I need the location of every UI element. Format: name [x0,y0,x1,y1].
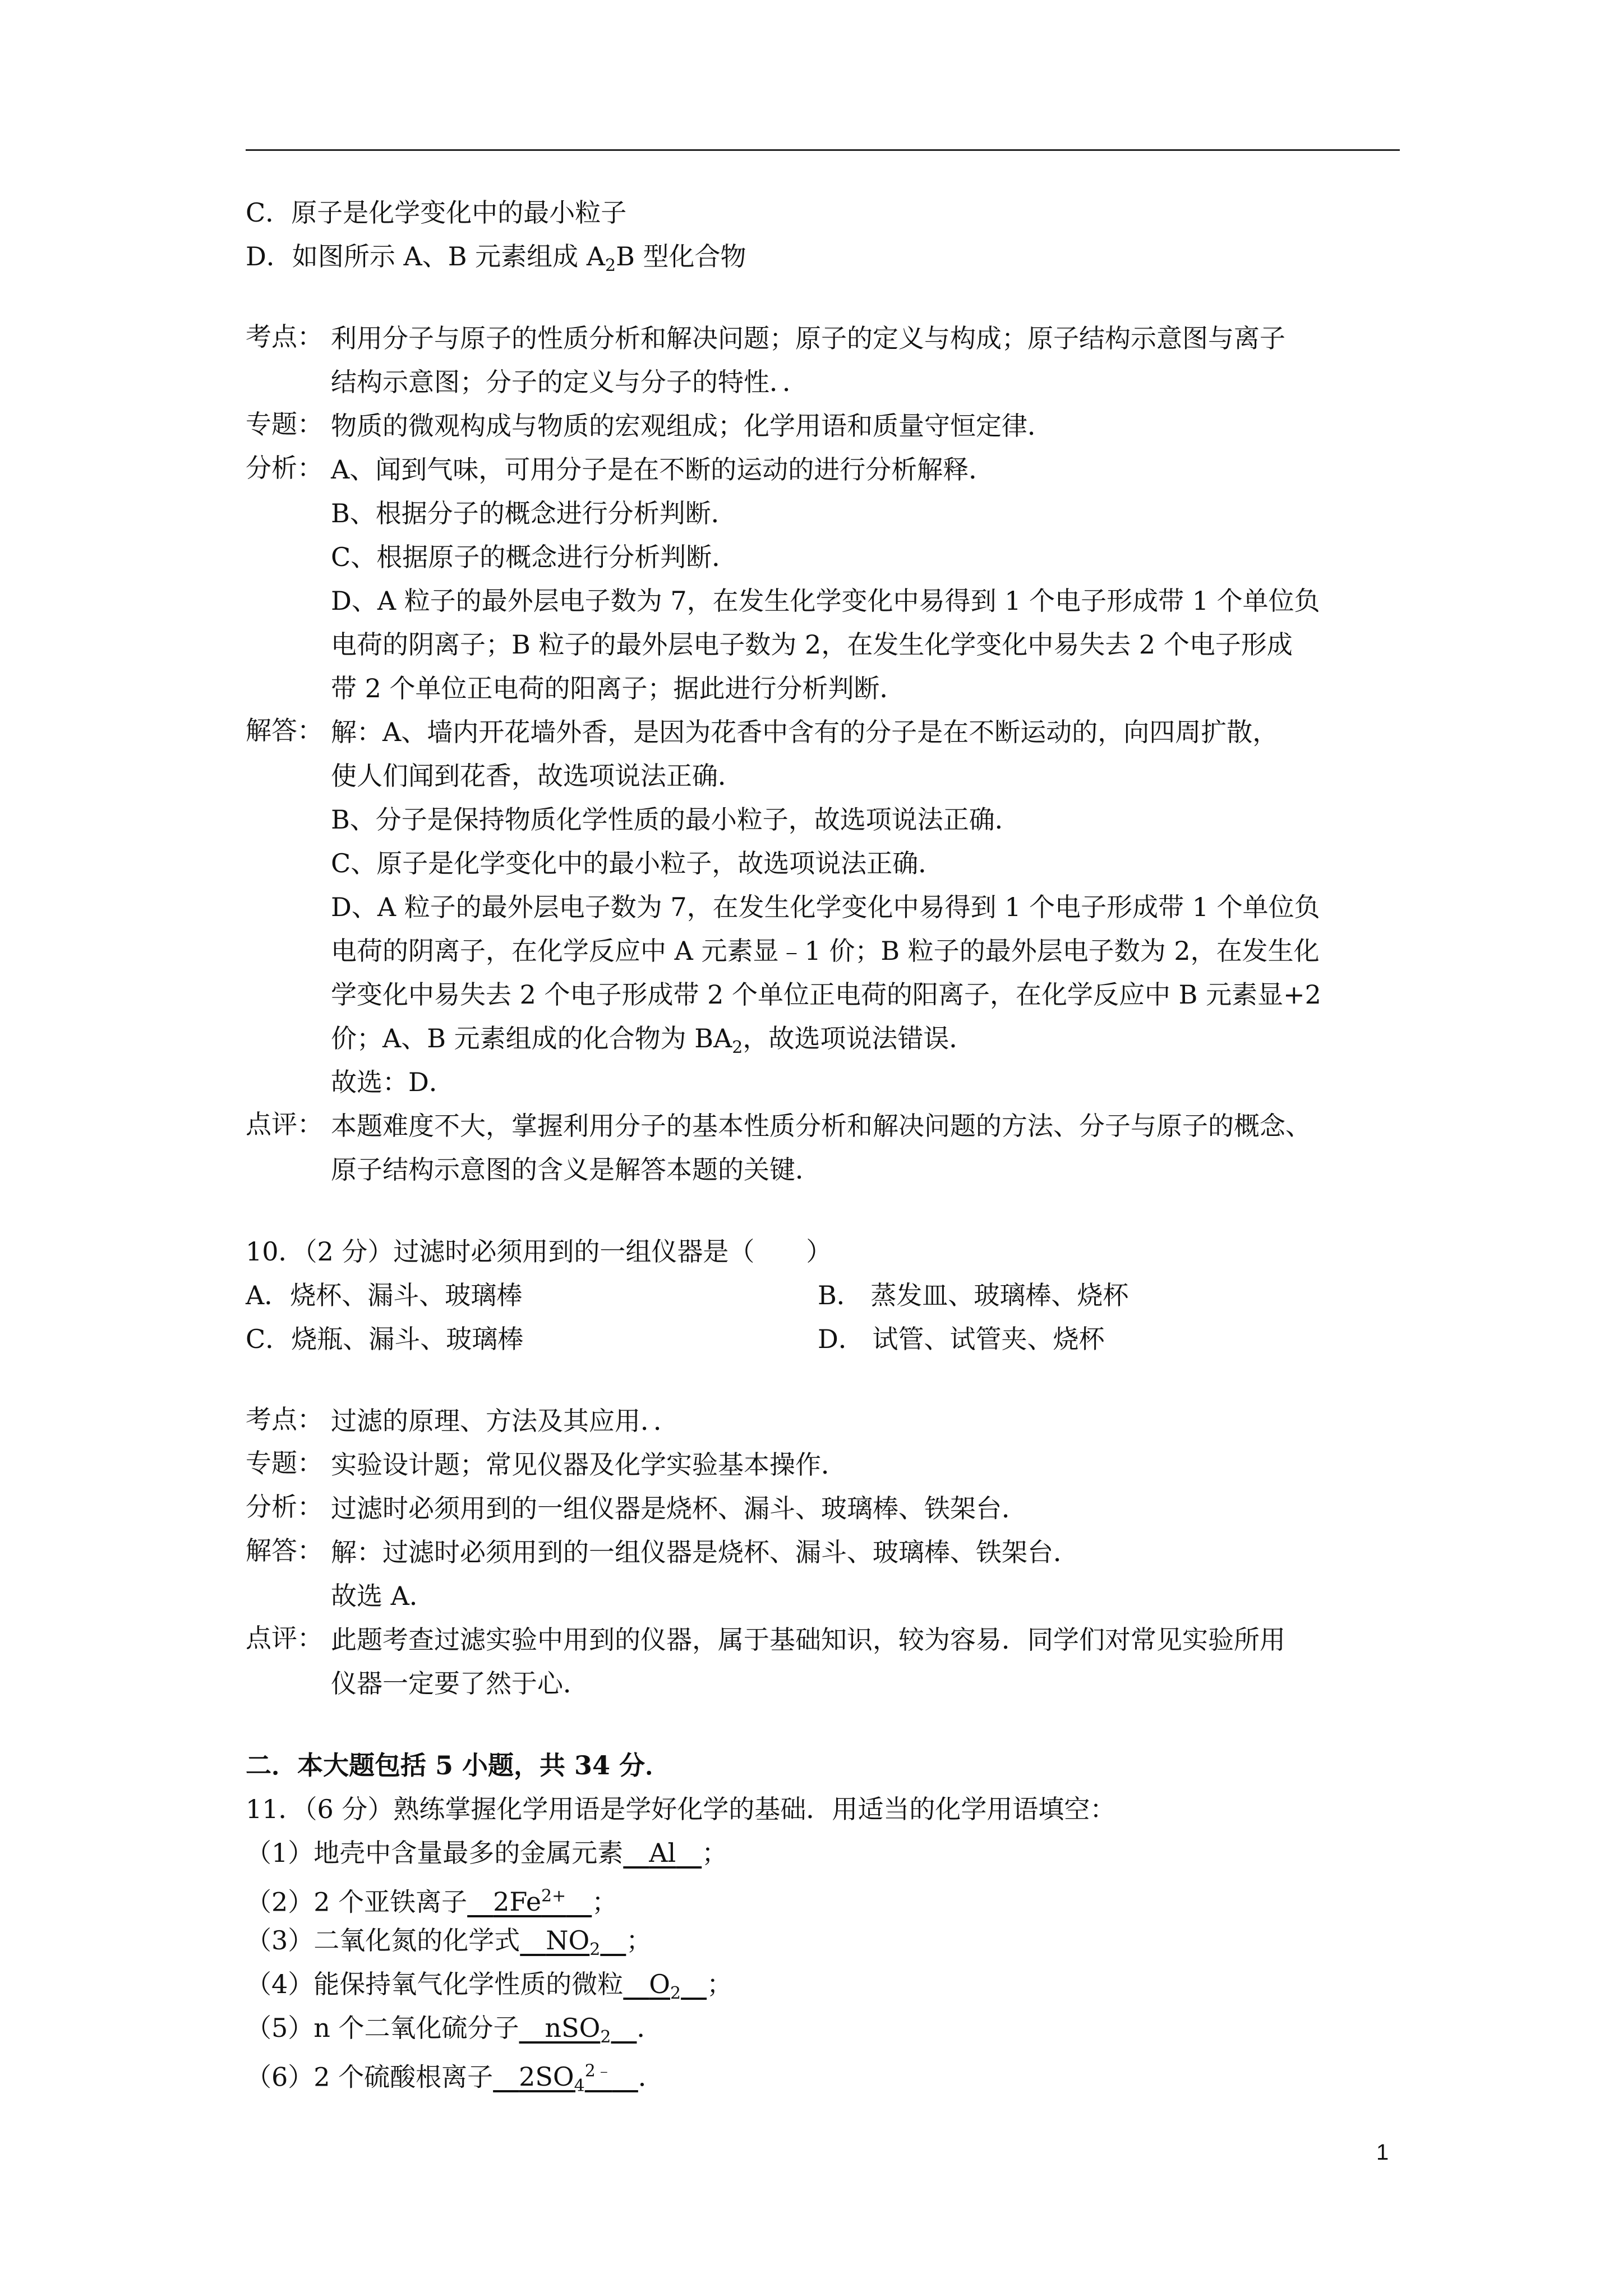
q10-kaodian [246,1399,1400,1443]
q10-fenxi [246,1487,1400,1530]
q11-answer-2: 2Fe [493,1887,542,1917]
q10-jieda [246,1530,1400,1618]
q10-fenxi-label: 分析： [246,1492,323,1522]
q10-kaodian-label: 考点： [246,1404,323,1434]
q9-option-c: C．原子是化学变化中的最小粒子 [246,197,627,228]
q9-kaodian-line: 利用分子与原子的性质分析和解决问题；原子的定义与构成；原子结构示意图与离子 [331,323,1285,353]
q10-fenxi-text: 过滤时必须用到的一组仪器是烧杯、漏斗、玻璃棒、铁架台． [331,1493,1027,1524]
q9-kaodian-line: 结构示意图；分子的定义与分子的特性．． [331,367,808,397]
q9-fenxi-line: C、根据原子的概念进行分析判断． [331,542,738,572]
q9-jieda-choice: 故选：D． [331,1067,455,1097]
q11-answer-1: Al [649,1838,676,1868]
q10-option-c: C．烧瓶、漏斗、玻璃棒 [246,1324,524,1354]
q9-fenxi-line: 电荷的阴离子；B 粒子的最外层电子数为 2，在发生化学变化中易失去 2 个电子形成 [331,629,1293,660]
q9-jieda-line: 学变化中易失去 2 个电子形成带 2 个单位正电荷的阳离子，在化学反应中 B 元素显+2 [331,979,1321,1010]
q9-jieda [246,710,1400,1104]
q11-item-4: （4）能保持氧气化学性质的微粒 $O_2$ ； [246,1969,733,2004]
q11-answer-6: 2SO [519,2062,574,2092]
q10-option-a: A．烧杯、漏斗、玻璃棒 [246,1280,523,1310]
q9-fenxi [246,448,1400,710]
q11-answer-5: nSO [545,2013,601,2043]
q9-jieda-line: D、A 粒子的最外层电子数为 7，在发生化学变化中易得到 1 个电子形成带 1 个单位负 [331,892,1320,922]
q9-option-d: D．如图所示 A、B 元素组成 $A_2B$ 型化合物 [246,241,746,276]
q9-jieda-line: 电荷的阴离子，在化学反应中 A 元素显﹣1 价；B 粒子的最外层电子数为 2，在发生化 [331,936,1320,966]
section-2-heading: 二．本大题包括 5 小题，共 34 分． [246,1750,671,1780]
q9-jieda-label: 解答： [246,715,323,746]
q10-dianping-line: 仪器一定要了然于心． [331,1668,589,1699]
page-number: 1 [1376,2140,1389,2165]
q10-stem: 10．（2 分）过滤时必须用到的一组仪器是（ ） [246,1236,832,1267]
q9-kaodian [246,316,1400,404]
q9-zhuanti [246,404,1400,448]
q9-jieda-line: 价；A、B 元素组成的化合物为 $BA_2$，故选项说法错误． [331,1023,975,1058]
q9-jieda-line: 解：A、墙内开花墙外香，是因为花香中含有的分子是在不断运动的，向四周扩散， [331,717,1279,747]
q10-jieda-label: 解答： [246,1535,323,1566]
q10-jieda-line: 解：过滤时必须用到的一组仪器是烧杯、漏斗、玻璃棒、铁架台． [331,1537,1079,1567]
q9-fenxi-line: A、闻到气味，可用分子是在不断的运动的进行分析解释． [331,454,995,485]
q10-kaodian-text: 过滤的原理、方法及其应用．． [331,1406,679,1436]
q9-zhuanti-label: 专题： [246,409,323,439]
q10-zhuanti-label: 专题： [246,1448,323,1478]
q10-zhuanti-text: 实验设计题；常见仪器及化学实验基本操作． [331,1450,847,1480]
q11-stem: 11．（6 分）熟练掌握化学用语是学好化学的基础．用适当的化学用语填空： [246,1794,1116,1824]
q10-dianping-label: 点评： [246,1623,323,1653]
header-rule [246,149,1400,151]
q9-jieda-line: C、原子是化学变化中的最小粒子，故选项说法正确． [331,848,944,878]
q11-item-6: （6）2 个硫酸根离子 $2SO_4^{2﹣}$ ． [246,2062,664,2096]
q10-dianping [246,1618,1400,1705]
q10-options-row-1 [246,1273,1400,1317]
q9-kaodian-label: 考点： [246,321,323,352]
q9-fenxi-label: 分析： [246,453,323,483]
document-page [246,191,1400,2096]
q10-zhuanti [246,1443,1400,1487]
q10-jieda-line: 故选 A． [331,1581,435,1611]
q10-options-row-2 [246,1317,1400,1361]
q9-fenxi-line: D、A 粒子的最外层电子数为 7，在发生化学变化中易得到 1 个电子形成带 1 个单位负 [331,586,1320,616]
q11-item-2: （2）2 个亚铁离子 $2Fe^{2+}$ ； [246,1887,618,1917]
q9-jieda-line: 使人们闻到花香，故选项说法正确． [331,761,744,791]
q9-dianping-line: 本题难度不大，掌握利用分子的基本性质分析和解决问题的方法、分子与原子的概念、 [331,1111,1311,1141]
q10-option-d: D． 试管、试管夹、烧杯 [818,1324,1105,1354]
q11-item-3: （3）二氧化氮的化学式 $NO_2$ ； [246,1925,652,1960]
q11-item-1: （1）地壳中含量最多的金属元素 Al ； [246,1838,728,1868]
q9-zhuanti-text: 物质的微观构成与物质的宏观组成；化学用语和质量守恒定律． [331,411,1053,441]
q9-fenxi-line: 带 2 个单位正电荷的阳离子；据此进行分析判断． [331,673,906,703]
q10-option-b: B． 蒸发皿、玻璃棒、烧杯 [818,1280,1129,1310]
q10-dianping-line: 此题考查过滤实验中用到的仪器，属于基础知识，较为容易．同学们对常见实验所用 [331,1625,1285,1655]
q9-dianping [246,1104,1400,1191]
q11-answer-3: NO [546,1925,590,1955]
q9-dianping-line: 原子结构示意图的含义是解答本题的关键． [331,1154,821,1185]
q11-item-5: （5）n 个二氧化硫分子 nSO$_2$ ． [246,2013,663,2047]
q9-jieda-line: B、分子是保持物质化学性质的最小粒子，故选项说法正确． [331,804,1021,835]
q11-answer-4: O [649,1969,670,1999]
q9-dianping-label: 点评： [246,1109,323,1139]
q9-fenxi-line: B、根据分子的概念进行分析判断． [331,498,737,528]
